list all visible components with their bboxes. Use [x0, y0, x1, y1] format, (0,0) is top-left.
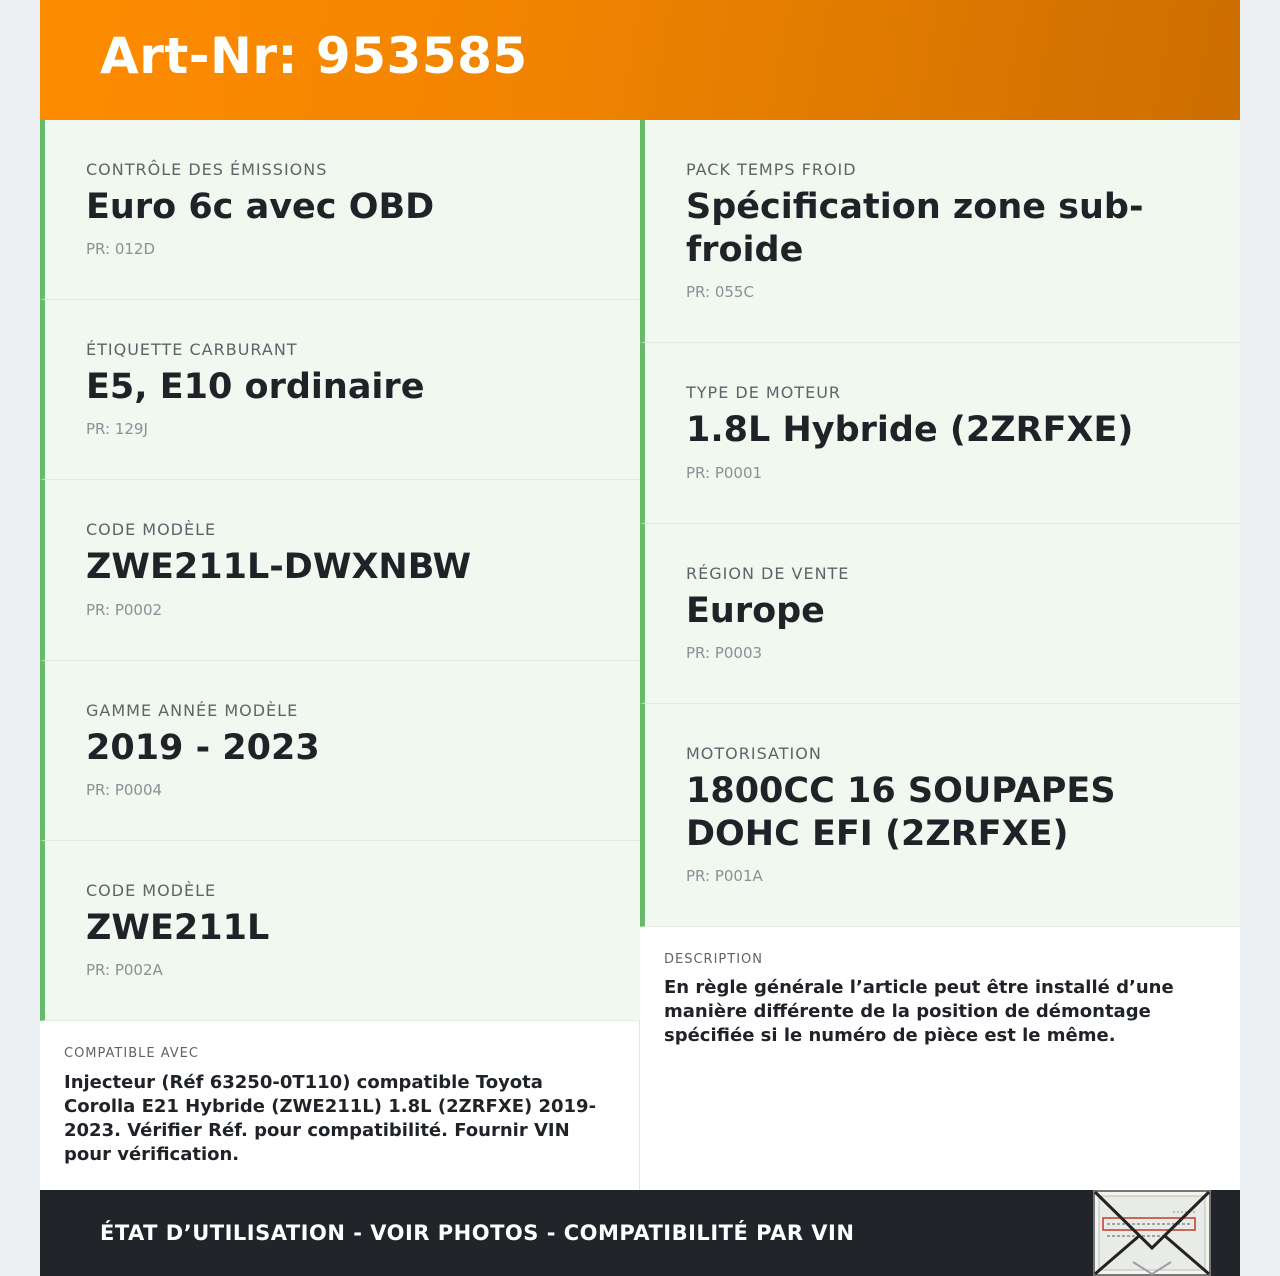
spec-value: Spécification zone sub-froide	[686, 187, 1144, 270]
spec-value: Europe	[686, 591, 825, 631]
spec-card-engine-type	[640, 343, 1240, 524]
spec-label: GAMME ANNÉE MODÈLE	[86, 701, 299, 720]
spec-card-engine-displacement	[640, 704, 1240, 927]
stamp-envelope-icon	[1093, 1190, 1211, 1276]
footer-bar	[40, 1190, 1240, 1276]
spec-label: PACK TEMPS FROID	[686, 160, 857, 179]
spec-label: ÉTIQUETTE CARBURANT	[86, 340, 298, 359]
spec-pr-code: PR: 055C	[686, 283, 754, 301]
spec-pr-code: PR: P0004	[86, 781, 163, 799]
spec-pr-code: PR: P0001	[686, 464, 763, 482]
description-label: DESCRIPTION	[664, 952, 763, 967]
spec-pr-code: PR: P0003	[686, 644, 763, 662]
spec-value: ZWE211L	[86, 908, 270, 948]
description-text: En règle générale l’article peut être installé d’une manière différente de la position de démontage spécifiée si le numéro de pièce est le même.	[664, 977, 1174, 1046]
footer-condition-text: ÉTAT D’UTILISATION - VOIR PHOTOS - COMPATIBILITÉ PAR VIN	[100, 1221, 855, 1245]
spec-pr-code: PR: P002A	[86, 961, 163, 979]
spec-label: MOTORISATION	[686, 744, 822, 763]
article-number-title: Art-Nr: 953585	[100, 27, 528, 85]
spec-card-fuel-label	[40, 300, 640, 480]
spec-value: 1800CC 16 SOUPAPES DOHC EFI (2ZRFXE)	[686, 771, 1116, 854]
article-header	[40, 0, 1240, 120]
spec-value: 1.8L Hybride (2ZRFXE)	[686, 410, 1134, 450]
spec-card-model-year-range	[40, 661, 640, 841]
spec-label: CONTRÔLE DES ÉMISSIONS	[86, 160, 328, 179]
spec-card-cold-pack	[640, 120, 1240, 343]
column-divider	[639, 1021, 640, 1190]
compatible-text: Injecteur (Réf 63250-0T110) compatible Toyota Corolla E21 Hybride (ZWE211L) 1.8L (2ZRFXE) 2019-2023. Vérifier Réf. pour compatibilité. Fournir VIN pour vérification.	[64, 1072, 597, 1165]
spec-card-emissions	[40, 120, 640, 300]
description-panel	[640, 927, 1240, 1190]
spec-card-sales-region	[640, 524, 1240, 704]
article-sheet	[40, 0, 1240, 1276]
spec-label: CODE MODÈLE	[86, 520, 217, 539]
spec-label: TYPE DE MOTEUR	[686, 383, 842, 402]
spec-label: CODE MODÈLE	[86, 881, 217, 900]
spec-card-model-code-short	[40, 841, 640, 1021]
compatible-panel	[40, 1021, 640, 1190]
spec-pr-code: PR: P0002	[86, 601, 163, 619]
spec-pr-code: PR: P001A	[686, 867, 763, 885]
spec-value: 2019 - 2023	[86, 728, 320, 768]
spec-pr-code: PR: 012D	[86, 240, 156, 258]
compatible-label: COMPATIBLE AVEC	[64, 1046, 199, 1061]
spec-value: E5, E10 ordinaire	[86, 367, 425, 407]
spec-value: Euro 6c avec OBD	[86, 187, 435, 227]
spec-label: RÉGION DE VENTE	[686, 564, 850, 583]
spec-card-model-code	[40, 480, 640, 661]
spec-value: ZWE211L-DWXNBW	[86, 547, 472, 587]
spec-pr-code: PR: 129J	[86, 420, 148, 438]
